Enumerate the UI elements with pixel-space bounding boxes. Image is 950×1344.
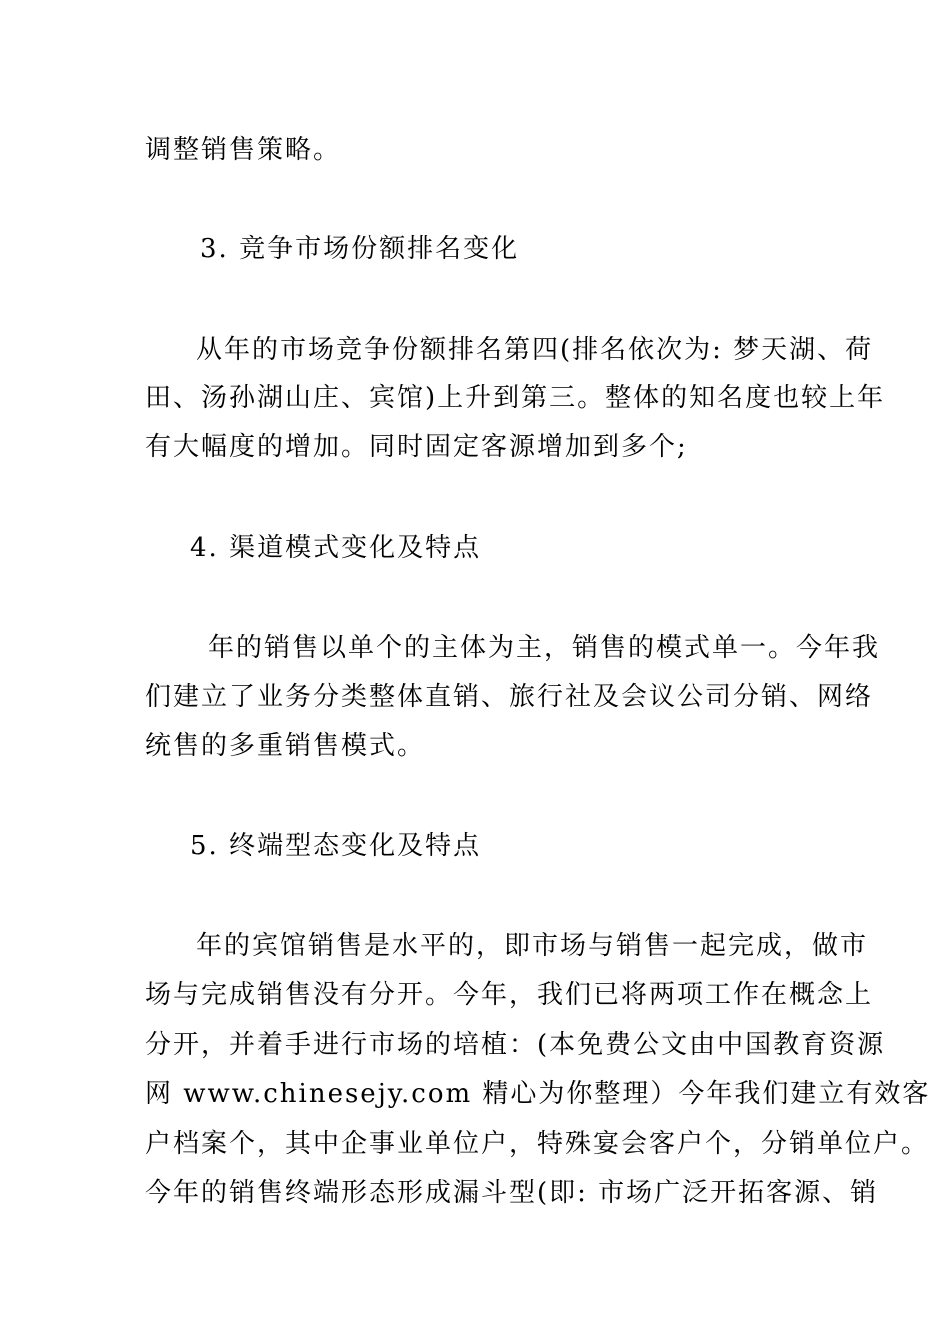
paragraph-line: 场与完成销售没有分开。今年，我们已将两项工作在概念上 bbox=[145, 980, 874, 1010]
paragraph-line: 网 www.chinesejy.com 精心为你整理）今年我们建立有效客 bbox=[145, 1079, 931, 1109]
section-heading-5: 5. 终端型态变化及特点 bbox=[190, 831, 482, 861]
paragraph-line: 年的销售以单个的主体为主，销售的模式单一。今年我 bbox=[208, 633, 881, 663]
paragraph-line: 统售的多重销售模式。 bbox=[145, 731, 426, 761]
paragraph-line: 田、汤孙湖山庄、宾馆)上升到第三。整体的知名度也较上年 bbox=[145, 383, 886, 413]
paragraph-line: 调整销售策略。 bbox=[145, 135, 342, 165]
paragraph-line: 们建立了业务分类整体直销、旅行社及会议公司分销、网络 bbox=[145, 682, 874, 712]
paragraph-line: 年的宾馆销售是水平的，即市场与销售一起完成，做市 bbox=[196, 931, 869, 961]
section-heading-4: 4. 渠道模式变化及特点 bbox=[190, 533, 482, 563]
paragraph-line: 有大幅度的增加。同时固定客源增加到多个; bbox=[145, 432, 688, 462]
section-heading-3: 3. 竞争市场份额排名变化 bbox=[200, 234, 520, 264]
paragraph-line: 分开，并着手进行市场的培植：(本免费公文由中国教育资源 bbox=[145, 1030, 886, 1060]
paragraph-line: 今年的销售终端形态形成漏斗型(即: 市场广泛开拓客源、销 bbox=[145, 1178, 879, 1208]
paragraph-line: 户档案个，其中企事业单位户，特殊宴会客户个，分销单位户。 bbox=[145, 1129, 930, 1159]
paragraph-line: 从年的市场竞争份额排名第四(排名依次为: 梦天湖、荷 bbox=[196, 335, 874, 365]
